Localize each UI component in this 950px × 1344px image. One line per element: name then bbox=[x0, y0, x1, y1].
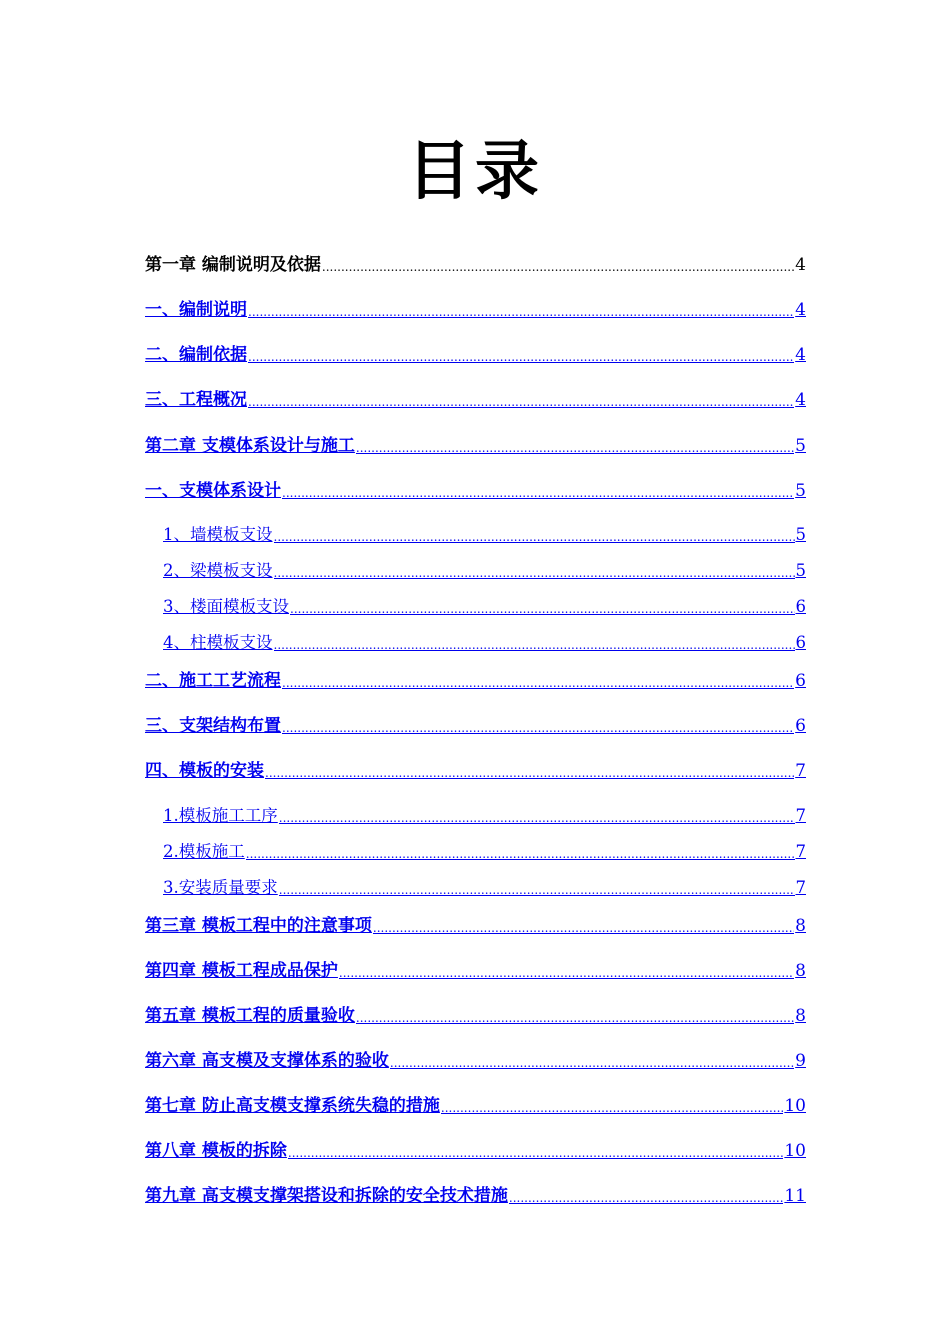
toc-dot-leader bbox=[322, 258, 794, 276]
toc-entry-label: 第三章 模板工程中的注意事项 bbox=[145, 916, 372, 936]
toc-page-number: 7 bbox=[795, 761, 806, 781]
toc-page-number: 4 bbox=[795, 345, 806, 365]
toc-entry-label: 第二章 支模体系设计与施工 bbox=[145, 436, 355, 456]
toc-dot-leader bbox=[274, 528, 795, 546]
toc-entry-label: 3.安装质量要求 bbox=[163, 878, 278, 897]
toc-page-number: 8 bbox=[795, 961, 806, 981]
toc-entry-label: 第一章 编制说明及依据 bbox=[145, 255, 321, 275]
toc-dot-leader bbox=[274, 636, 795, 654]
toc-entry[interactable] bbox=[145, 1185, 806, 1207]
toc-dot-leader bbox=[248, 348, 794, 366]
toc-entry[interactable] bbox=[145, 760, 806, 782]
toc-entry[interactable] bbox=[163, 560, 806, 582]
toc-entry-label: 三、工程概况 bbox=[145, 390, 247, 410]
toc-dot-leader bbox=[248, 393, 794, 411]
toc-entry[interactable] bbox=[163, 524, 806, 546]
toc-dot-leader bbox=[265, 764, 794, 782]
toc-entry[interactable] bbox=[163, 877, 806, 899]
toc-entry[interactable] bbox=[145, 1140, 806, 1162]
toc-entry-label: 三、支架结构布置 bbox=[145, 716, 281, 736]
toc-dot-leader bbox=[356, 1009, 794, 1027]
toc-dot-leader bbox=[279, 881, 795, 899]
toc-entry-label: 一、编制说明 bbox=[145, 300, 247, 320]
toc-page-number: 7 bbox=[795, 842, 806, 861]
toc-entry[interactable] bbox=[145, 389, 806, 411]
toc-dot-leader bbox=[282, 719, 794, 737]
toc-entry[interactable] bbox=[145, 435, 806, 457]
toc-entry-label: 第四章 模板工程成品保护 bbox=[145, 961, 338, 981]
toc-entry-label: 第九章 高支模支撑架搭设和拆除的安全技术措施 bbox=[145, 1186, 508, 1206]
toc-dot-leader bbox=[274, 564, 795, 582]
toc-page-number: 11 bbox=[784, 1186, 806, 1206]
toc-entry[interactable] bbox=[163, 632, 806, 654]
toc-dot-leader bbox=[290, 600, 795, 618]
toc-dot-leader bbox=[441, 1099, 783, 1117]
toc-entry-label: 2、梁模板支设 bbox=[163, 561, 273, 580]
toc-page-number: 8 bbox=[795, 1006, 806, 1026]
toc-entry-label: 1.模板施工工序 bbox=[163, 806, 278, 825]
toc-entry-label: 第八章 模板的拆除 bbox=[145, 1141, 287, 1161]
toc-dot-leader bbox=[246, 845, 795, 863]
toc-entry-label: 二、编制依据 bbox=[145, 345, 247, 365]
toc-entry[interactable] bbox=[145, 1095, 806, 1117]
toc-entry[interactable] bbox=[145, 670, 806, 692]
toc-dot-leader bbox=[509, 1189, 783, 1207]
toc-entry-label: 2.模板施工 bbox=[163, 842, 245, 861]
toc-dot-leader bbox=[373, 919, 794, 937]
toc-entry[interactable] bbox=[145, 299, 806, 321]
toc-page-number: 6 bbox=[795, 633, 806, 652]
toc-page-number: 7 bbox=[795, 878, 806, 897]
toc-entry-label: 1、墙模板支设 bbox=[163, 525, 273, 544]
toc-page-number: 6 bbox=[795, 716, 806, 736]
page-title: 目录 bbox=[407, 135, 543, 209]
toc-entry-label: 四、模板的安装 bbox=[145, 761, 264, 781]
toc-dot-leader bbox=[282, 674, 794, 692]
toc-entry bbox=[145, 254, 806, 276]
toc-entry[interactable] bbox=[145, 344, 806, 366]
toc-page-number: 5 bbox=[795, 481, 806, 501]
toc-page-number: 10 bbox=[784, 1141, 806, 1161]
toc-page-number: 5 bbox=[795, 561, 806, 580]
toc-entry-label: 二、施工工艺流程 bbox=[145, 671, 281, 691]
toc-page-number: 4 bbox=[795, 255, 806, 275]
toc-entry[interactable] bbox=[163, 596, 806, 618]
toc-dot-leader bbox=[390, 1054, 794, 1072]
toc-entry[interactable] bbox=[145, 1005, 806, 1027]
toc-page-number: 7 bbox=[795, 806, 806, 825]
toc-entry-label: 3、楼面模板支设 bbox=[163, 597, 289, 616]
toc-page-number: 10 bbox=[784, 1096, 806, 1116]
toc-dot-leader bbox=[356, 439, 794, 457]
toc-entry[interactable] bbox=[145, 960, 806, 982]
toc-page-number: 9 bbox=[795, 1051, 806, 1071]
toc-page-number: 4 bbox=[795, 390, 806, 410]
toc-entry-label: 第六章 高支模及支撑体系的验收 bbox=[145, 1051, 389, 1071]
toc-page-number: 5 bbox=[795, 436, 806, 456]
toc-dot-leader bbox=[248, 303, 794, 321]
toc-page-number: 6 bbox=[795, 597, 806, 616]
toc-entry[interactable] bbox=[145, 1050, 806, 1072]
toc-entry[interactable] bbox=[145, 480, 806, 502]
toc-entry-label: 4、柱模板支设 bbox=[163, 633, 273, 652]
toc-dot-leader bbox=[282, 484, 794, 502]
toc-entry[interactable] bbox=[163, 805, 806, 827]
toc-dot-leader bbox=[339, 964, 794, 982]
toc-entry-label: 一、支模体系设计 bbox=[145, 481, 281, 501]
toc-entry[interactable] bbox=[145, 915, 806, 937]
toc-dot-leader bbox=[288, 1144, 783, 1162]
toc-entry-label: 第五章 模板工程的质量验收 bbox=[145, 1006, 355, 1026]
toc-page-number: 4 bbox=[795, 300, 806, 320]
toc-entry[interactable] bbox=[145, 715, 806, 737]
toc-dot-leader bbox=[279, 809, 795, 827]
toc-page-number: 5 bbox=[795, 525, 806, 544]
toc-page-number: 8 bbox=[795, 916, 806, 936]
toc-page-number: 6 bbox=[795, 671, 806, 691]
toc-entry[interactable] bbox=[163, 841, 806, 863]
toc-entry-label: 第七章 防止高支模支撑系统失稳的措施 bbox=[145, 1096, 440, 1116]
